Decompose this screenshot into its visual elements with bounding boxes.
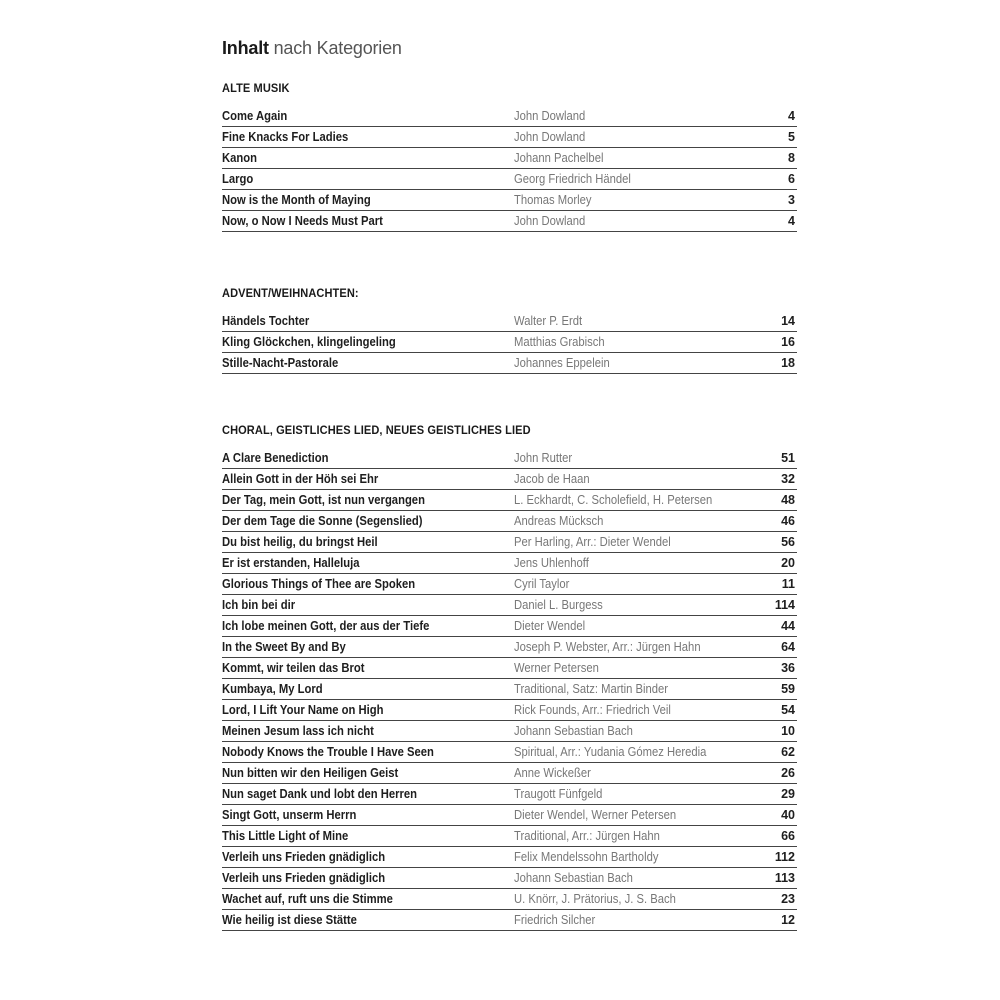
entry-page-number: 54	[781, 703, 795, 717]
page-title-light: nach Kategorien	[273, 38, 402, 58]
entry-page-number: 6	[788, 172, 795, 186]
toc-entry-list	[222, 106, 797, 232]
entry-composer: John Dowland	[514, 109, 586, 123]
entry-composer: Joseph P. Webster, Arr.: Jürgen Hahn	[514, 640, 701, 654]
toc-entry	[222, 332, 797, 353]
toc-entry	[222, 784, 797, 805]
entry-composer: U. Knörr, J. Prätorius, J. S. Bach	[514, 892, 676, 906]
toc-entry	[222, 805, 797, 826]
entry-page-number: 48	[781, 493, 795, 507]
toc-entry	[222, 826, 797, 847]
entry-composer: Rick Founds, Arr.: Friedrich Veil	[514, 703, 671, 717]
entry-title: Wie heilig ist diese Stätte	[222, 913, 357, 927]
toc-entry	[222, 553, 797, 574]
entry-page-number: 113	[774, 871, 795, 885]
entry-composer: Traditional, Satz: Martin Binder	[514, 682, 669, 696]
toc-entry	[222, 148, 797, 169]
entry-composer: Per Harling, Arr.: Dieter Wendel	[514, 535, 671, 549]
toc-entry	[222, 574, 797, 595]
toc-entry	[222, 847, 797, 868]
entry-page-number: 29	[781, 787, 795, 801]
section-heading: ALTE MUSIK	[222, 81, 290, 95]
toc-entry	[222, 889, 797, 910]
entry-page-number: 64	[781, 640, 795, 654]
entry-page-number: 32	[781, 472, 795, 486]
entry-title: Glorious Things of Thee are Spoken	[222, 577, 416, 591]
entry-title: Der Tag, mein Gott, ist nun vergangen	[222, 493, 425, 507]
toc-entry	[222, 169, 797, 190]
entry-page-number: 51	[781, 451, 795, 465]
toc-entry	[222, 868, 797, 889]
entry-title: Ich bin bei dir	[222, 598, 296, 612]
entry-title: Der dem Tage die Sonne (Segenslied)	[222, 514, 423, 528]
entry-page-number: 11	[781, 577, 795, 591]
table-of-contents	[222, 30, 797, 927]
entry-title: Singt Gott, unserm Herrn	[222, 808, 357, 822]
entry-title: This Little Light of Mine	[222, 829, 349, 843]
entry-composer: Georg Friedrich Händel	[514, 172, 631, 186]
entry-title: Kling Glöckchen, klingelingeling	[222, 335, 396, 349]
toc-entry	[222, 616, 797, 637]
entry-page-number: 36	[781, 661, 795, 675]
toc-entry	[222, 448, 797, 469]
entry-composer: Matthias Grabisch	[514, 335, 605, 349]
entry-composer: Werner Petersen	[514, 661, 599, 675]
entry-page-number: 12	[781, 913, 795, 927]
toc-entry-list	[222, 448, 797, 931]
entry-title: Allein Gott in der Höh sei Ehr	[222, 472, 379, 486]
entry-title: In the Sweet By and By	[222, 640, 346, 654]
page-title	[222, 34, 797, 62]
entry-title: Stille-Nacht-Pastorale	[222, 356, 339, 370]
toc-entry	[222, 679, 797, 700]
toc-entry	[222, 511, 797, 532]
entry-composer: Dieter Wendel	[514, 619, 586, 633]
toc-entry	[222, 742, 797, 763]
toc-section	[222, 78, 797, 232]
entry-title: Fine Knacks For Ladies	[222, 130, 349, 144]
toc-entry	[222, 700, 797, 721]
entry-page-number: 5	[788, 130, 795, 144]
entry-title: Nobody Knows the Trouble I Have Seen	[222, 745, 434, 759]
entry-composer: Cyril Taylor	[514, 577, 570, 591]
entry-page-number: 8	[788, 151, 795, 165]
section-heading: ADVENT/WEIHNACHTEN:	[222, 286, 359, 300]
entry-composer: L. Eckhardt, C. Scholefield, H. Petersen	[514, 493, 713, 507]
entry-title: Er ist erstanden, Halleluja	[222, 556, 360, 570]
toc-entry	[222, 532, 797, 553]
entry-composer: Daniel L. Burgess	[514, 598, 603, 612]
toc-section	[222, 283, 797, 374]
toc-entry	[222, 490, 797, 511]
entry-page-number: 44	[781, 619, 795, 633]
toc-entry	[222, 211, 797, 232]
entry-composer: John Dowland	[514, 214, 586, 228]
entry-title: Händels Tochter	[222, 314, 310, 328]
entry-page-number: 59	[781, 682, 795, 696]
entry-composer: John Rutter	[514, 451, 573, 465]
entry-page-number: 56	[781, 535, 795, 549]
entry-composer: Traugott Fünfgeld	[514, 787, 603, 801]
entry-page-number: 20	[781, 556, 795, 570]
entry-composer: Spiritual, Arr.: Yudania Gómez Heredia	[514, 745, 707, 759]
entry-composer: Felix Mendelssohn Bartholdy	[514, 850, 659, 864]
entry-composer: Thomas Morley	[514, 193, 592, 207]
entry-title: Nun saget Dank und lobt den Herren	[222, 787, 418, 801]
toc-entry	[222, 763, 797, 784]
entry-title: Meinen Jesum lass ich nicht	[222, 724, 374, 738]
entry-page-number: 40	[781, 808, 795, 822]
entry-title: Kumbaya, My Lord	[222, 682, 323, 696]
entry-composer: Jens Uhlenhoff	[514, 556, 589, 570]
entry-page-number: 14	[781, 314, 795, 328]
toc-entry	[222, 353, 797, 374]
entry-page-number: 112	[774, 850, 795, 864]
toc-entry	[222, 637, 797, 658]
entry-title: Du bist heilig, du bringst Heil	[222, 535, 378, 549]
entry-title: Kanon	[222, 151, 258, 165]
entry-composer: Walter P. Erdt	[514, 314, 583, 328]
entry-title: Now, o Now I Needs Must Part	[222, 214, 383, 228]
entry-composer: Anne Wickeßer	[514, 766, 591, 780]
entry-page-number: 4	[788, 109, 795, 123]
section-heading: CHORAL, GEISTLICHES LIED, NEUES GEISTLICHES LIED	[222, 423, 531, 437]
entry-title: Ich lobe meinen Gott, der aus der Tiefe	[222, 619, 430, 633]
toc-entry	[222, 127, 797, 148]
entry-composer: Jacob de Haan	[514, 472, 590, 486]
entry-composer: Johannes Eppelein	[514, 356, 610, 370]
entry-composer: Traditional, Arr.: Jürgen Hahn	[514, 829, 660, 843]
entry-title: Now is the Month of Maying	[222, 193, 371, 207]
entry-title: Verleih uns Frieden gnädiglich	[222, 871, 386, 885]
toc-entry	[222, 910, 797, 931]
entry-page-number: 10	[781, 724, 795, 738]
entry-title: Nun bitten wir den Heiligen Geist	[222, 766, 399, 780]
toc-entry	[222, 190, 797, 211]
toc-entry-list	[222, 311, 797, 374]
entry-composer: Friedrich Silcher	[514, 913, 596, 927]
toc-entry	[222, 311, 797, 332]
entry-title: Lord, I Lift Your Name on High	[222, 703, 384, 717]
toc-entry	[222, 469, 797, 490]
entry-page-number: 114	[774, 598, 795, 612]
entry-page-number: 23	[781, 892, 795, 906]
entry-composer: Dieter Wendel, Werner Petersen	[514, 808, 677, 822]
entry-page-number: 3	[788, 193, 795, 207]
page-title-bold: Inhalt	[222, 38, 269, 58]
entry-title: Kommt, wir teilen das Brot	[222, 661, 365, 675]
entry-page-number: 46	[781, 514, 795, 528]
entry-composer: Johann Sebastian Bach	[514, 871, 633, 885]
entry-page-number: 62	[781, 745, 795, 759]
entry-title: Verleih uns Frieden gnädiglich	[222, 850, 386, 864]
toc-section	[222, 420, 797, 931]
entry-title: A Clare Benediction	[222, 451, 329, 465]
entry-composer: Andreas Mücksch	[514, 514, 604, 528]
entry-title: Largo	[222, 172, 254, 186]
entry-page-number: 16	[781, 335, 795, 349]
toc-entry	[222, 595, 797, 616]
entry-page-number: 26	[781, 766, 795, 780]
toc-entry	[222, 106, 797, 127]
entry-page-number: 4	[788, 214, 795, 228]
entry-page-number: 66	[781, 829, 795, 843]
entry-page-number: 18	[781, 356, 795, 370]
entry-composer: Johann Sebastian Bach	[514, 724, 633, 738]
entry-composer: John Dowland	[514, 130, 586, 144]
toc-entry	[222, 721, 797, 742]
entry-title: Wachet auf, ruft uns die Stimme	[222, 892, 393, 906]
entry-title: Come Again	[222, 109, 288, 123]
entry-composer: Johann Pachelbel	[514, 151, 604, 165]
toc-entry	[222, 658, 797, 679]
